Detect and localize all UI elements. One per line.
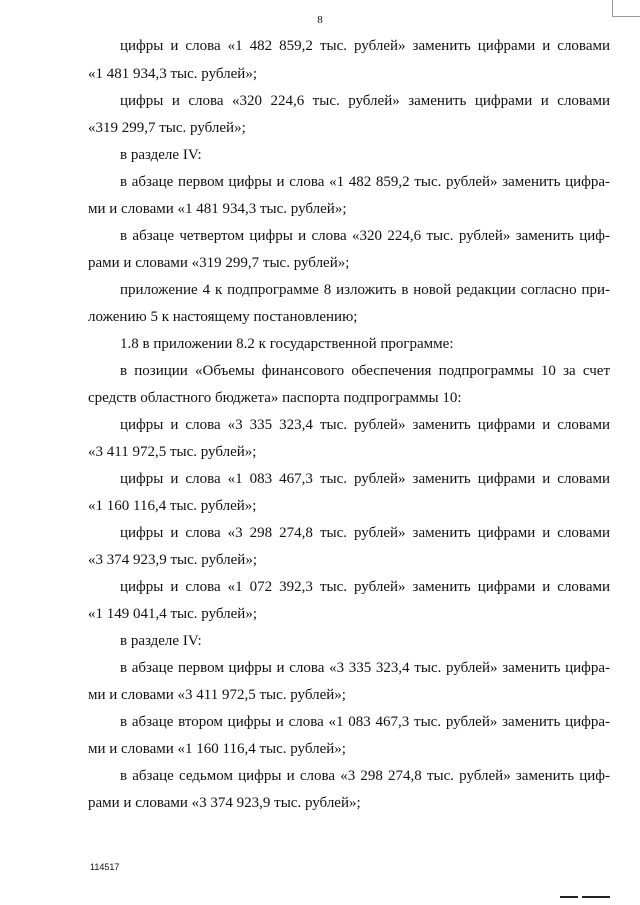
- scan-mark-line: [582, 896, 610, 898]
- text-line: в позиции «Объемы финансового обеспечения подпрограммы 10 за счет: [120, 363, 610, 379]
- text-line: цифры и слова «1 083 467,3 тыс. рублей» заменить цифрами и словами: [120, 471, 610, 487]
- text-line: «1 160 116,4 тыс. рублей»;: [88, 498, 257, 514]
- text-line: «319 299,7 тыс. рублей»;: [88, 120, 246, 136]
- text-line: цифры и слова «320 224,6 тыс. рублей» заменить цифрами и словами: [120, 93, 610, 109]
- text-line: в абзаце первом цифры и слова «3 335 323,4 тыс. рублей» заменить цифра-: [120, 660, 610, 676]
- text-line: в разделе IV:: [120, 633, 202, 649]
- text-line: ми и словами «1 160 116,4 тыс. рублей»;: [88, 741, 346, 757]
- text-line: в абзаце четвертом цифры и слова «320 224,6 тыс. рублей» заменить циф-: [120, 228, 610, 244]
- page-number: 8: [317, 14, 323, 26]
- text-line: цифры и слова «3 335 323,4 тыс. рублей» заменить цифрами и словами: [120, 417, 610, 433]
- text-line: 1.8 в приложении 8.2 к государственной программе:: [120, 336, 454, 352]
- text-line: рами и словами «3 374 923,9 тыс. рублей»;: [88, 795, 361, 811]
- text-line: «1 149 041,4 тыс. рублей»;: [88, 606, 257, 622]
- text-line: ложению 5 к настоящему постановлению;: [88, 309, 358, 325]
- text-line: в абзаце седьмом цифры и слова «3 298 274,8 тыс. рублей» заменить циф-: [120, 768, 610, 784]
- text-line: «3 374 923,9 тыс. рублей»;: [88, 552, 257, 568]
- text-line: приложение 4 к подпрограмме 8 изложить в новой редакции согласно при-: [120, 282, 610, 298]
- text-line: в абзаце втором цифры и слова «1 083 467,3 тыс. рублей» заменить цифра-: [120, 714, 610, 730]
- text-line: ми и словами «3 411 972,5 тыс. рублей»;: [88, 687, 346, 703]
- text-line: средств областного бюджета» паспорта подпрограммы 10:: [88, 390, 462, 406]
- text-line: в абзаце первом цифры и слова «1 482 859,2 тыс. рублей» заменить цифра-: [120, 174, 610, 190]
- text-line: «3 411 972,5 тыс. рублей»;: [88, 444, 257, 460]
- text-line: в разделе IV:: [120, 147, 202, 163]
- scan-mark-line: [560, 896, 578, 898]
- text-line: цифры и слова «3 298 274,8 тыс. рублей» заменить цифрами и словами: [120, 525, 610, 541]
- text-line: цифры и слова «1 482 859,2 тыс. рублей» заменить цифрами и словами: [120, 38, 610, 54]
- text-line: рами и словами «319 299,7 тыс. рублей»;: [88, 255, 350, 271]
- text-line: ми и словами «1 481 934,3 тыс. рублей»;: [88, 201, 347, 217]
- text-line: «1 481 934,3 тыс. рублей»;: [88, 66, 257, 82]
- document-code: 114517: [90, 862, 120, 872]
- text-line: цифры и слова «1 072 392,3 тыс. рублей» заменить цифрами и словами: [120, 579, 610, 595]
